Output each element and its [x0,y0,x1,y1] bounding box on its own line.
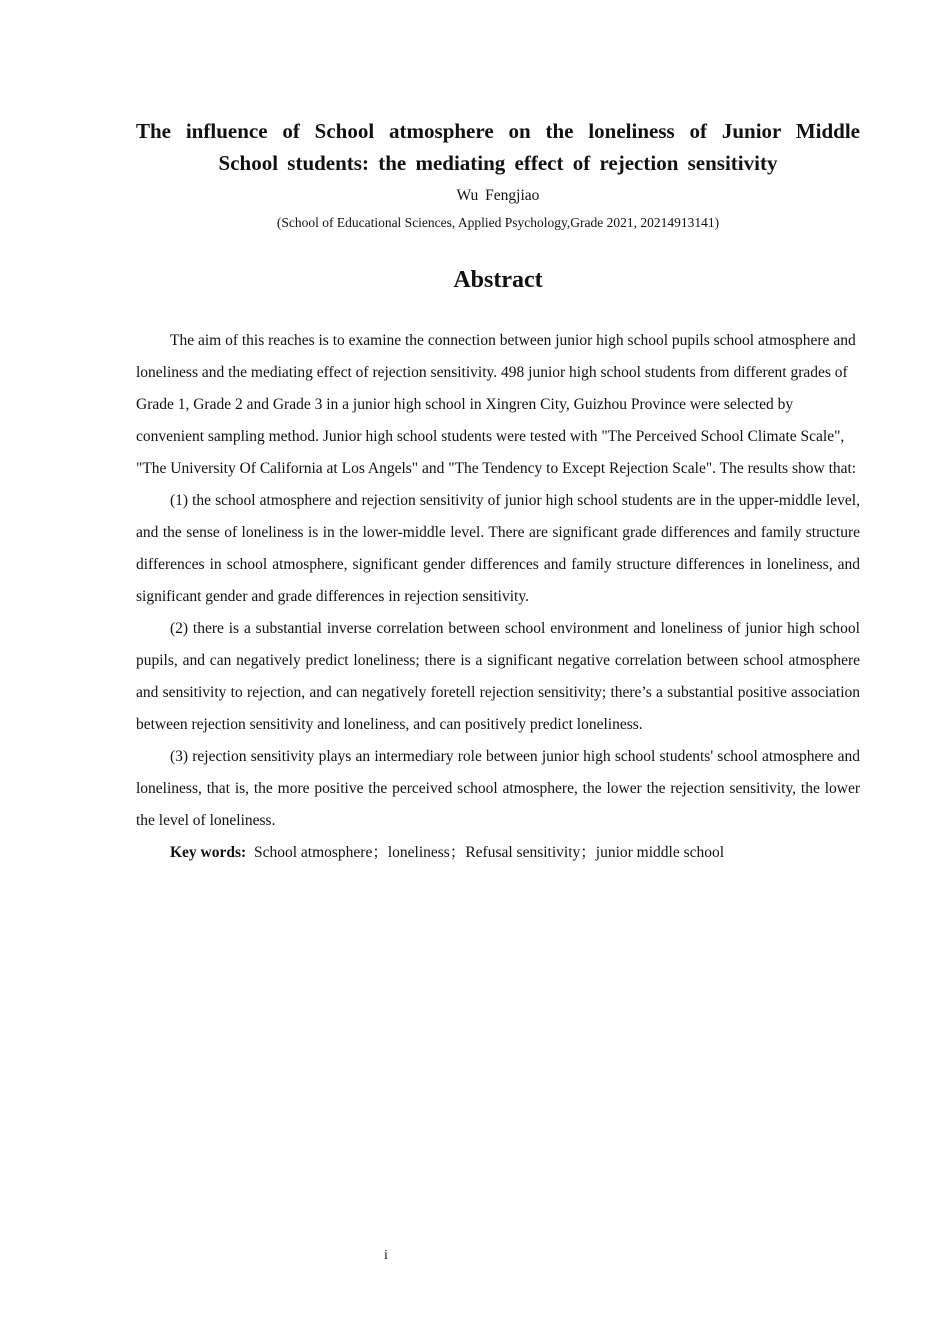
paper-title [136,115,860,179]
abstract-body [136,325,860,869]
abstract-finding-3: (3) rejection sensitivity plays an intermediary role between junior high school students' school atmosphere and loneliness, that is, the more positive the perceived school atmosphere, the lower the rejection sensitivity, the lower the level of loneliness. [136,748,860,829]
page-number: i [384,1248,388,1263]
paper-title-line-1: The influence of School atmosphere on the loneliness of Junior Middle [136,119,860,143]
abstract-finding-1: (1) the school atmosphere and rejection sensitivity of junior high school students are in the upper-middle level, and the sense of loneliness is in the lower-middle level. There are significant grade differences and family structure differences in school atmosphere, significant gender differences and family structure differences in loneliness, and significant gender and grade differences in rejection sensitivity. [136,492,860,605]
author-name: Wu Fengjiao [456,187,540,204]
keywords-line [136,837,860,869]
author-affiliation: (School of Educational Sciences, Applied Psychology,Grade 2021, 20214913141) [276,215,720,230]
abstract-finding-2: (2) there is a substantial inverse correlation between school environment and loneliness of junior high school pupils, and can negatively predict loneliness; there is a significant negative correlation between school atmosphere and sensitivity to rejection, and can negatively foretell rejection sensitivity; there’s a substantial positive association between rejection sensitivity and loneliness, and can positively predict loneliness. [136,620,860,733]
keywords-label: Key words: [170,844,247,861]
abstract-intro-paragraph: The aim of this reaches is to examine the connection between junior high school pupils school atmosphere and loneliness and the mediating effect of rejection sensitivity. 498 junior high school students from different grades of Grade 1, Grade 2 and Grade 3 in a junior high school in Xingren City, Guizhou Province were selected by convenient sampling method. Junior high school students were tested with "The Perceived School Climate Scale", "The University Of California at Los Angels" and "The Tendency to Except Rejection Scale". The results show that: [136,332,857,477]
paper-title-line-2: School students: the mediating effect of rejection sensitivity [218,151,778,175]
abstract-heading: Abstract [453,267,543,293]
keywords-list: School atmosphere；loneliness；Refusal sensitivity；junior middle school [253,844,725,861]
